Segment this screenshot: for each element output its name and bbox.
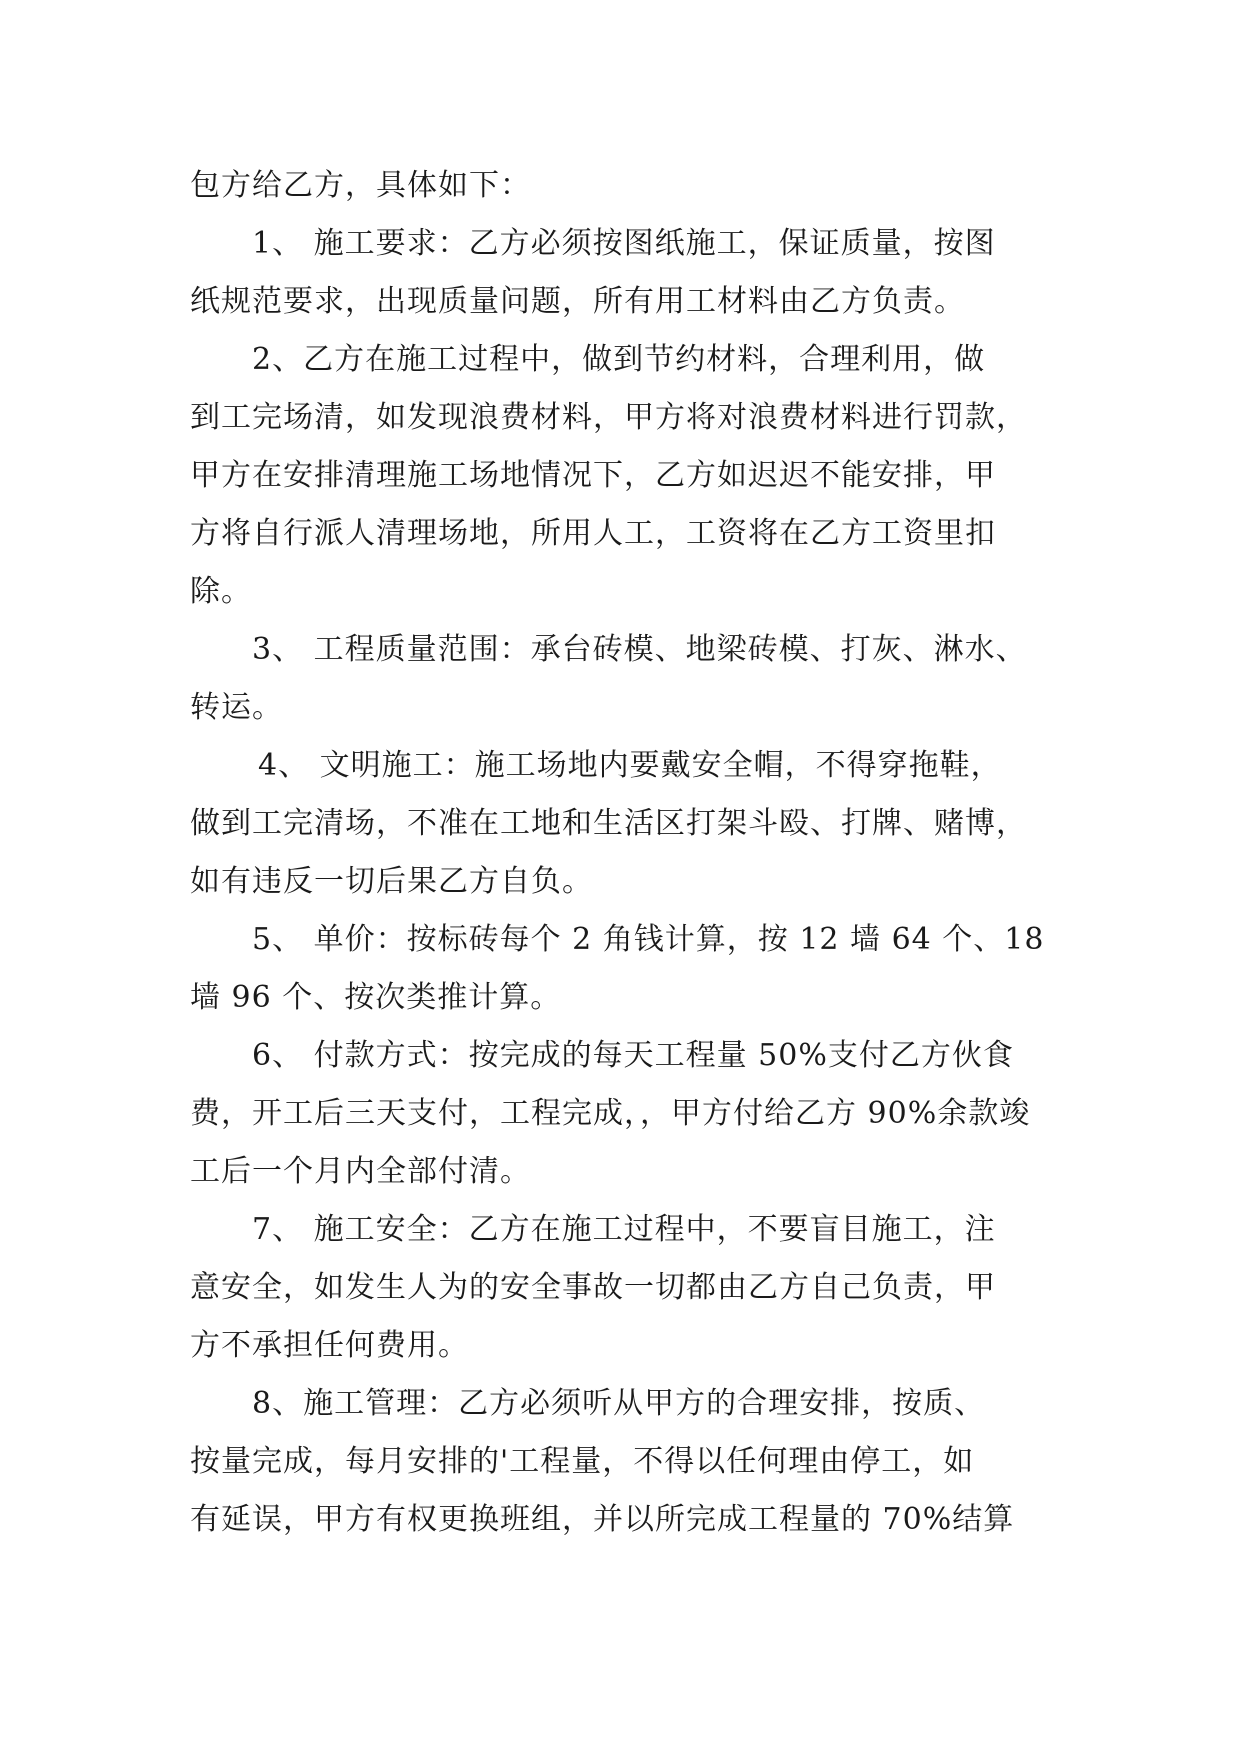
text-line: 意安全，如发生人为的安全事故一切都由乙方自己负责，甲 xyxy=(190,1270,996,1305)
text-line: 2、乙方在施工过程中，做到节约材料，合理利用，做 xyxy=(252,342,986,377)
text-line: 除。 xyxy=(190,574,252,609)
text-line: 方不承担任何费用。 xyxy=(190,1328,469,1363)
text-line: 8、施工管理：乙方必须听从甲方的合理安排，按质、 xyxy=(252,1386,986,1421)
text-line: 如有违反一切后果乙方自负。 xyxy=(190,864,593,899)
text-line: 到工完场清，如发现浪费材料，甲方将对浪费材料进行罚款， xyxy=(190,400,1027,435)
text-line: 方将自行派人清理场地，所用人工，工资将在乙方工资里扣 xyxy=(190,516,996,551)
text-line: 4、 文明施工：施工场地内要戴安全帽，不得穿拖鞋， xyxy=(258,748,1002,783)
text-line: 转运。 xyxy=(190,690,283,725)
text-line: 工后一个月内全部付清。 xyxy=(190,1154,531,1189)
text-line: 3、 工程质量范围：承台砖模、地梁砖模、打灰、淋水、 xyxy=(252,632,1027,667)
text-line: 按量完成，每月安排的'工程量，不得以任何理由停工，如 xyxy=(190,1444,975,1479)
text-line: 5、 单价：按标砖每个 2 角钱计算，按 12 墙 64 个、18 xyxy=(252,922,1045,957)
text-line: 7、 施工安全：乙方在施工过程中，不要盲目施工，注 xyxy=(252,1212,996,1247)
text-line: 墙 96 个、按次类推计算。 xyxy=(190,980,562,1015)
text-line: 有延误，甲方有权更换班组，并以所完成工程量的 70%结算 xyxy=(190,1502,1015,1537)
text-line: 6、 付款方式：按完成的每天工程量 50%支付乙方伙食 xyxy=(252,1038,1014,1073)
text-line: 1、 施工要求：乙方必须按图纸施工，保证质量，按图 xyxy=(252,226,996,261)
text-line: 包方给乙方，具体如下： xyxy=(190,168,531,203)
text-line: 纸规范要求，出现质量问题，所有用工材料由乙方负责。 xyxy=(190,284,965,319)
text-line: 做到工完清场，不准在工地和生活区打架斗殴、打牌、赌博， xyxy=(190,806,1027,841)
text-line: 费，开工后三天支付，工程完成，，甲方付给乙方 90%余款竣 xyxy=(190,1096,1031,1131)
text-line: 甲方在安排清理施工场地情况下，乙方如迟迟不能安排，甲 xyxy=(190,458,996,493)
